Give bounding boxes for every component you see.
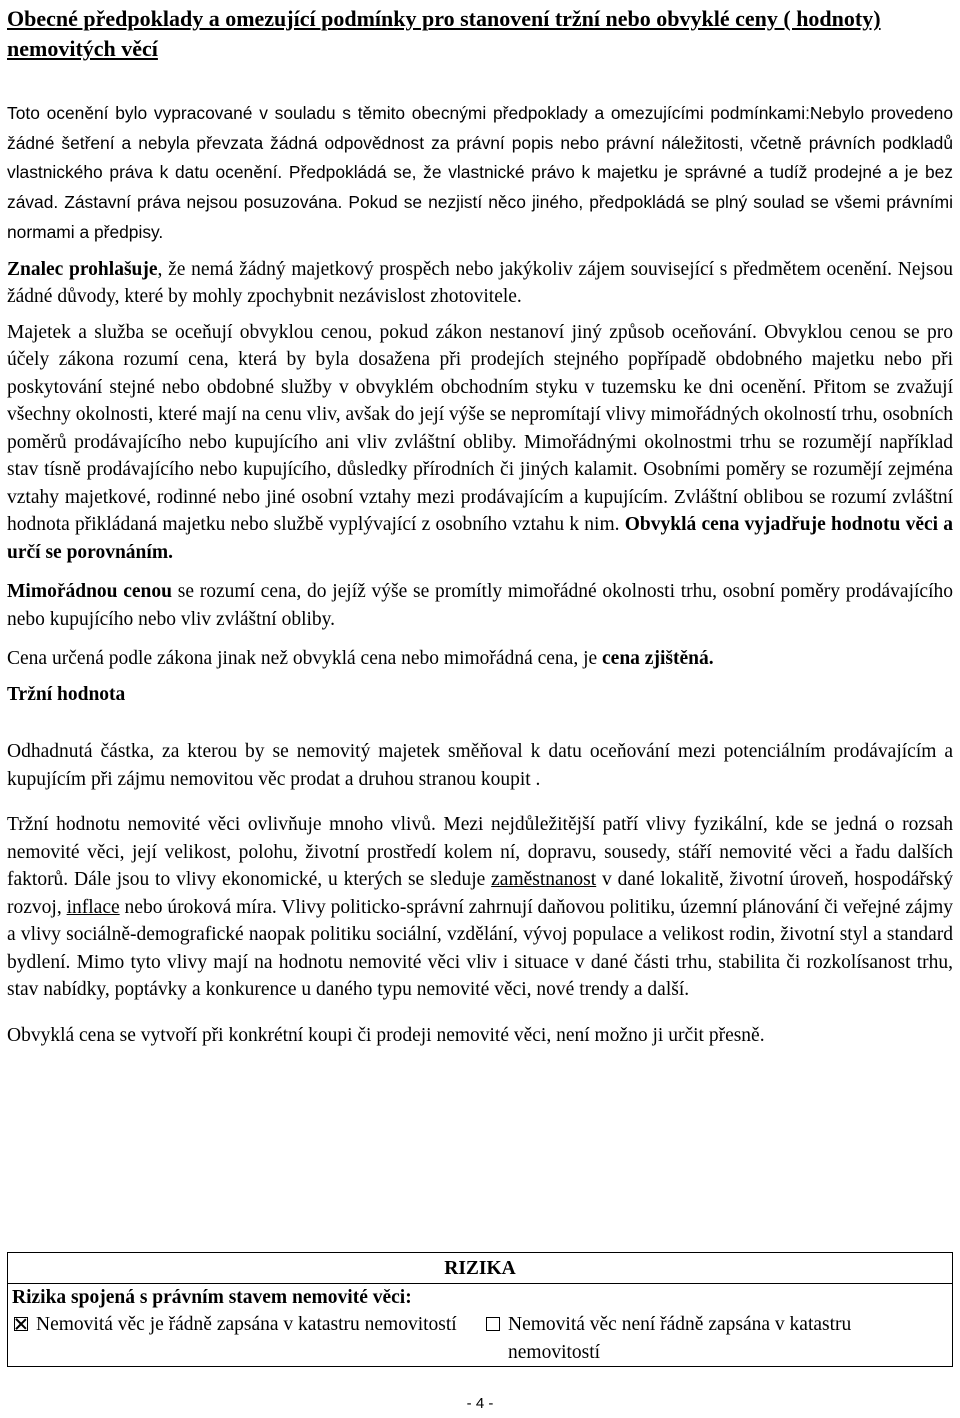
vlivy-text-3: nebo úroková míra. Vlivy politicko-správní zahrnují daňovou politiku, územní plánování či veřejné zájmy a vlivy sociálně-demografické naopak politiku sociální, vzdělání, vývoj populace a velikost rodin, životní styl a standard bydlení. Mimo tyto vlivy mají na hodnotu nemovité věci vliv i situace v dané části trhu, stabilita či rozkolísanost trhu, stav nabídky, poptávky a konkurence u daného typu nemovité věci, nové trendy a další. [7, 896, 953, 1001]
inflace-link[interactable]: inflace [66, 896, 120, 918]
odhadnuta-paragraph: Odhadnutá částka, za kterou by se nemovitý majetek směňoval k datu oceňování mezi potenciálním prodávajícím a kupujícím při zájmu nemovitou věc prodat a druhou stranou koupit . [7, 741, 953, 790]
document-page [7, 0, 953, 1049]
obvykla-bold: Obvyklá cena vyjadřuje hodnotu věci a určí se porovnáním. [7, 514, 953, 563]
obvykla-text: Majetek a služba se oceňují obvyklou cenou, pokud zákon nestanoví jiný způsob oceňování. Obvyklou cenou se pro účely zákona rozumí cena, která by byla dosažena při prodejích stejného popřípadě obdobného majetku nebo při poskytování stejné nebo obdobné služby v obvyklém obchodním styku v tuzemsku ke dni ocenění. Přitom se zvažují všechny okolnosti, které mají na cenu vliv, avšak do její výše se nepromítají vlivy mimořádných okolností trhu, osobních poměrů prodávajícího nebo kupujícího ani vliv zvláštní obliby. Mimořádnými okolnostmi trhu se rozumějí například stav tísně prodávajícího nebo kupujícího, důsledky přírodních či jiných kalamit. Osobními poměry se rozumějí zejména vztahy majetkové, rodinné nebo jiné osobní vztahy mezi prodávajícím a kupujícím. Zvláštní oblibou se rozumí zvláštní hodnota přikládaná majetku nebo službě vyplývající z osobního vztahu k nim. [7, 321, 953, 536]
intro-paragraph: Toto ocenění bylo vypracované v souladu s těmito obecnými předpoklady a omezujícími podmínkami:Nebylo provedeno žádné šetření a nebyla převzata žádná odpovědnost za právní popis nebo právní náležitosti, včetně právních podkladů vlastnického práva k datu ocenění. Předpokládá se, že vlastnické právo k majetku je správné a tudíž prodejné a je bez závad. Zástavní práva nejsou posuzována. Pokud se nezjistí něco jiného, předpokládá se plný soulad se všemi právními normami a předpisy. [7, 103, 953, 242]
vlivy-text-1: Tržní hodnotu nemovité věci ovlivňuje mnoho vlivů. Mezi nejdůležitější patří vlivy fyzikální, kde se jedná o rozsah nemovité věci, její velikost, polohu, životní prostředí kolem ní, dopravu, sousedy, stáří nemovité věci a řadu dalších faktorů. Dále jsou to vlivy ekonomické, u kterých se sleduje [7, 814, 953, 891]
closing-paragraph: Obvyklá cena se vytvoří při konkrétní koupi či prodeji nemovité věci, není možno ji určit přesně. [7, 1024, 765, 1046]
option-not-registered[interactable] [484, 1311, 948, 1366]
zjistena-text: Cena určená podle zákona jinak než obvyklá cena nebo mimořádná cena, je [7, 648, 603, 670]
zjistena-paragraph [7, 645, 953, 673]
obvykla-paragraph [7, 319, 953, 567]
option-cell-1 [8, 1311, 481, 1367]
option-not-registered-label: Nemovitá věc není řádně zapsána v katastru nemovitostí [508, 1314, 852, 1363]
znalec-paragraph [7, 256, 953, 311]
mimoradna-text: se rozumí cena, do jejíž výše se promítly mimořádné okolnosti trhu, osobní poměry prodávajícího nebo kupujícího nebo vliv zvláštní obliby. [7, 581, 953, 630]
rizika-subtitle: Rizika spojená s právním stavem nemovité věci: [12, 1286, 412, 1308]
mimoradna-bold: Mimořádnou cenou [7, 581, 172, 603]
mimoradna-paragraph [7, 578, 953, 633]
option-registered[interactable] [12, 1311, 476, 1339]
checked-box-icon[interactable] [14, 1317, 28, 1331]
option-registered-label: Nemovitá věc je řádně zapsána v katastru nemovitostí [36, 1314, 457, 1335]
zamestnanost-link[interactable]: zaměstnanost [491, 869, 597, 891]
rizika-subtitle-cell [8, 1283, 953, 1311]
rizika-title: RIZIKA [8, 1253, 953, 1284]
vlivy-paragraph [7, 811, 953, 1004]
trzni-hodnota-title: Tržní hodnota [7, 683, 126, 705]
option-cell-2 [480, 1311, 953, 1367]
page-number: - 4 - [466, 1395, 494, 1412]
zjistena-bold: cena zjištěná. [602, 648, 714, 670]
vlivy-text-2: v dané lokalitě, životní úroveň, hospodářský rozvoj, [7, 869, 953, 918]
empty-box-icon[interactable] [486, 1317, 500, 1331]
rizika-table [7, 1252, 953, 1367]
page-title: Obecné předpoklady a omezující podmínky pro stanovení tržní nebo obvyklé ceny ( hodnoty) nemovitých věcí [7, 6, 881, 61]
znalec-text: , že nemá žádný majetkový prospěch nebo jakýkoliv zájem související s předmětem ocenění. Nejsou žádné důvody, které by mohly zpochybnit nezávislost zhotovitele. [7, 258, 953, 308]
znalec-bold: Znalec prohlašuje [7, 258, 158, 280]
